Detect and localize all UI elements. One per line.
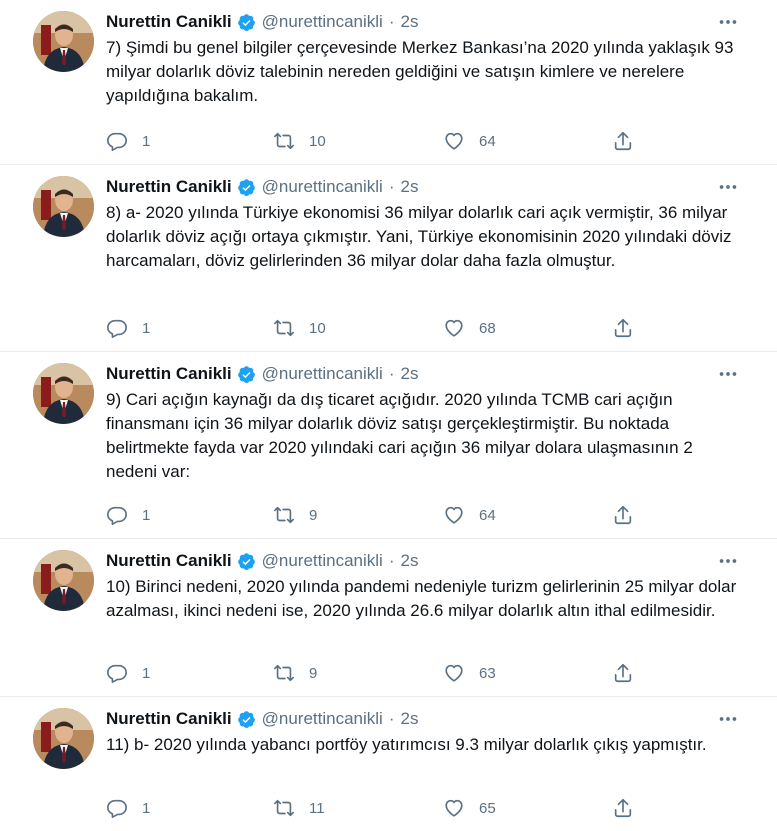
tweet-actions	[106, 658, 666, 688]
retweet-count: 9	[309, 664, 318, 682]
avatar[interactable]	[33, 363, 94, 424]
tweet[interactable]	[0, 165, 777, 352]
heart-icon	[443, 317, 465, 339]
tweet-text: 7) Şimdi bu genel bilgiler çerçevesinde Merkez Bankası’na 2020 yılında yaklaşık 93 milyar dolarlık döviz talebinin nereden geldiğini ve satışın kimlere ve nerelere yapıldığına bakalım.	[106, 38, 734, 105]
separator-dot: ·	[388, 12, 395, 31]
reply-icon	[106, 130, 128, 152]
heart-icon	[443, 797, 465, 819]
retweet-icon	[273, 130, 295, 152]
tweet-content	[106, 361, 761, 484]
author-handle[interactable]: @nurettincanikli	[261, 709, 383, 728]
reply-count: 1	[142, 132, 151, 150]
separator-dot: ·	[388, 177, 395, 196]
tweet-header	[106, 361, 761, 387]
separator-dot: ·	[388, 709, 395, 728]
retweet-icon	[273, 317, 295, 339]
tweet-text: 10) Birinci nedeni, 2020 yılında pandemi nedeniyle turizm gelirlerinin 25 milyar dolar azalması, ikinci nedeni ise, 2020 yılında 26.6 milyar dolarlık altın ithal edilmesidir.	[106, 577, 737, 620]
more-horizontal-icon	[717, 11, 739, 33]
tweet-timestamp[interactable]: 2s	[400, 12, 419, 31]
share-button[interactable]	[612, 317, 634, 339]
more-horizontal-icon	[717, 363, 739, 385]
reply-count: 1	[142, 799, 151, 817]
more-horizontal-icon	[717, 176, 739, 198]
tweet-timestamp[interactable]: 2s	[400, 177, 419, 196]
reply-icon	[106, 504, 128, 526]
avatar[interactable]	[33, 176, 94, 237]
verified-badge-icon	[237, 552, 256, 571]
avatar[interactable]	[33, 550, 94, 611]
tweet-text: 11) b- 2020 yılında yabancı portföy yatırımcısı 9.3 milyar dolarlık çıkış yapmıştır.	[106, 735, 707, 754]
like-count: 64	[479, 506, 496, 524]
author-handle[interactable]: @nurettincanikli	[261, 551, 383, 570]
retweet-icon	[273, 504, 295, 526]
tweet-content	[106, 548, 761, 623]
retweet-count: 11	[309, 799, 325, 817]
tweet-timestamp[interactable]: 2s	[400, 551, 419, 570]
heart-icon	[443, 130, 465, 152]
author-handle[interactable]: @nurettincanikli	[261, 364, 383, 383]
avatar-photo-icon	[33, 11, 94, 72]
share-icon	[612, 317, 634, 339]
author-handle[interactable]: @nurettincanikli	[261, 12, 383, 31]
more-horizontal-icon	[717, 708, 739, 730]
share-icon	[612, 504, 634, 526]
tweet[interactable]	[0, 0, 777, 165]
author-name[interactable]: Nurettin Canikli	[106, 12, 232, 31]
tweet-header	[106, 174, 761, 200]
more-options-button[interactable]	[715, 174, 741, 200]
share-icon	[612, 797, 634, 819]
tweet[interactable]	[0, 539, 777, 697]
tweet[interactable]	[0, 697, 777, 831]
retweet-icon	[273, 662, 295, 684]
tweet-actions	[106, 500, 666, 530]
author-handle[interactable]: @nurettincanikli	[261, 177, 383, 196]
avatar-photo-icon	[33, 708, 94, 769]
reply-button[interactable]	[106, 797, 150, 819]
tweet-header	[106, 548, 761, 574]
like-button[interactable]	[443, 504, 496, 526]
reply-button[interactable]	[106, 662, 150, 684]
share-button[interactable]	[612, 130, 634, 152]
tweet-actions	[106, 126, 666, 156]
reply-button[interactable]	[106, 504, 150, 526]
retweet-button[interactable]	[273, 662, 317, 684]
tweet-header	[106, 706, 761, 732]
more-options-button[interactable]	[715, 9, 741, 35]
avatar-photo-icon	[33, 176, 94, 237]
tweet-content	[106, 174, 761, 273]
retweet-button[interactable]	[273, 504, 317, 526]
verified-badge-icon	[237, 13, 256, 32]
verified-badge-icon	[237, 710, 256, 729]
like-button[interactable]	[443, 130, 496, 152]
retweet-count: 9	[309, 506, 318, 524]
reply-button[interactable]	[106, 130, 150, 152]
author-name[interactable]: Nurettin Canikli	[106, 551, 232, 570]
retweet-count: 10	[309, 319, 326, 337]
separator-dot: ·	[388, 551, 395, 570]
like-count: 63	[479, 664, 496, 682]
reply-button[interactable]	[106, 317, 150, 339]
reply-icon	[106, 797, 128, 819]
avatar-photo-icon	[33, 550, 94, 611]
tweet-timestamp[interactable]: 2s	[400, 364, 419, 383]
tweet-content	[106, 9, 761, 108]
verified-badge-icon	[237, 178, 256, 197]
share-icon	[612, 662, 634, 684]
like-count: 64	[479, 132, 496, 150]
tweet-content	[106, 706, 761, 757]
tweet-timestamp[interactable]: 2s	[400, 709, 419, 728]
reply-count: 1	[142, 506, 151, 524]
tweet[interactable]	[0, 352, 777, 539]
heart-icon	[443, 504, 465, 526]
tweet-actions	[106, 313, 666, 343]
tweet-text: 9) Cari açığın kaynağı da dış ticaret açığıdır. 2020 yılında TCMB cari açığın finansmanı için 36 milyar dolarlık döviz satışı gerçekleştirmiştir. Bu noktada belirtmekte fayda var 2020 yılındaki cari açığın 36 milyar dolara ulaşmasının 2 nedeni var:	[106, 390, 693, 481]
more-options-button[interactable]	[715, 361, 741, 387]
share-button[interactable]	[612, 797, 634, 819]
heart-icon	[443, 662, 465, 684]
like-button[interactable]	[443, 317, 496, 339]
share-icon	[612, 130, 634, 152]
more-horizontal-icon	[717, 550, 739, 572]
tweet-text: 8) a- 2020 yılında Türkiye ekonomisi 36 milyar dolarlık cari açık vermiştir, 36 milyar dolarlık döviz açığı ortaya çıkmıştır. Yani, Türkiye ekonomisinin 2020 yılındaki döviz harcamaları, döviz gelirlerinden 36 milyar dolar daha fazla olmuştur.	[106, 203, 732, 270]
separator-dot: ·	[388, 364, 395, 383]
share-button[interactable]	[612, 662, 634, 684]
like-button[interactable]	[443, 797, 496, 819]
like-count: 65	[479, 799, 496, 817]
retweet-button[interactable]	[273, 797, 325, 819]
tweet-header	[106, 9, 761, 35]
reply-count: 1	[142, 319, 151, 337]
like-button[interactable]	[443, 662, 496, 684]
retweet-icon	[273, 797, 295, 819]
avatar[interactable]	[33, 11, 94, 72]
retweet-count: 10	[309, 132, 326, 150]
author-name[interactable]: Nurettin Canikli	[106, 177, 232, 196]
avatar[interactable]	[33, 708, 94, 769]
avatar-photo-icon	[33, 363, 94, 424]
author-name[interactable]: Nurettin Canikli	[106, 709, 232, 728]
reply-icon	[106, 317, 128, 339]
more-options-button[interactable]	[715, 548, 741, 574]
verified-badge-icon	[237, 365, 256, 384]
like-count: 68	[479, 319, 496, 337]
author-name[interactable]: Nurettin Canikli	[106, 364, 232, 383]
retweet-button[interactable]	[273, 130, 326, 152]
reply-icon	[106, 662, 128, 684]
more-options-button[interactable]	[715, 706, 741, 732]
reply-count: 1	[142, 664, 151, 682]
retweet-button[interactable]	[273, 317, 326, 339]
share-button[interactable]	[612, 504, 634, 526]
tweet-actions	[106, 793, 666, 823]
